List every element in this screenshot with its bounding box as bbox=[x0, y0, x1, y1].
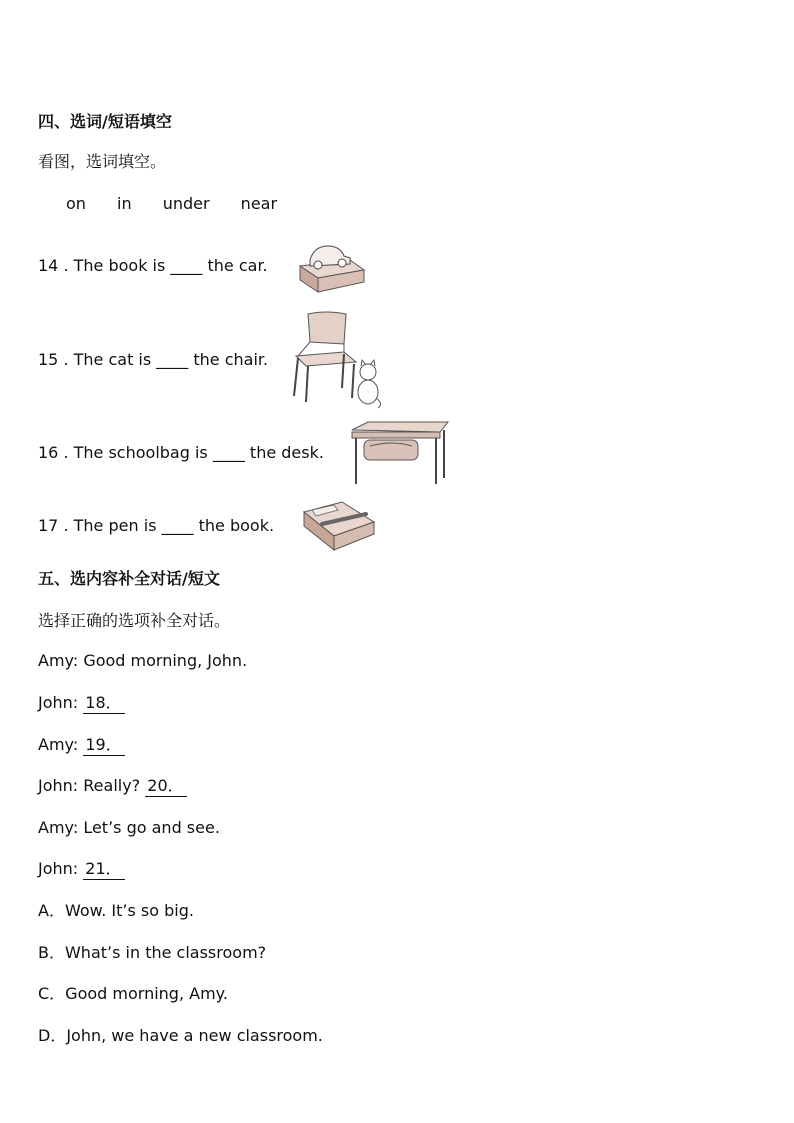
speaker: Amy: bbox=[38, 735, 79, 754]
section-5-heading: 五、选内容补全对话/短文 bbox=[38, 569, 220, 588]
section-4-instruction: 看图，选词填空。 bbox=[38, 152, 167, 171]
question-15: 15 . The cat is ____ the chair. bbox=[38, 350, 269, 369]
answer-blank[interactable]: 19． bbox=[83, 735, 125, 756]
dialogue-line bbox=[38, 651, 247, 671]
speaker: John: bbox=[38, 776, 79, 795]
question-14: 14 . The book is ____ the car. bbox=[38, 256, 268, 275]
word-bank-item: on bbox=[66, 194, 86, 213]
speaker: Amy: bbox=[38, 818, 79, 837]
speaker: Amy: bbox=[38, 651, 79, 670]
question-16: 16 . The schoolbag is ____ the desk. bbox=[38, 443, 324, 462]
speaker: John: bbox=[38, 859, 79, 878]
word-bank-item: in bbox=[117, 194, 132, 213]
word-bank-item: near bbox=[240, 194, 278, 213]
car-on-book-illustration bbox=[288, 236, 368, 296]
dialogue-text: Good morning, John. bbox=[83, 651, 248, 670]
dialogue-line bbox=[38, 776, 187, 797]
speaker: John: bbox=[38, 693, 79, 712]
section-4-heading: 四、选词/短语填空 bbox=[38, 112, 172, 131]
option-a: A．Wow. It’s so big. bbox=[38, 901, 194, 920]
section-5-instruction: 选择正确的选项补全对话。 bbox=[38, 611, 231, 630]
cat-near-chair-illustration bbox=[286, 308, 386, 410]
option-b: B．What’s in the classroom? bbox=[38, 943, 267, 962]
pen-on-book-illustration bbox=[298, 496, 378, 558]
option-d: D．John, we have a new classroom. bbox=[38, 1026, 323, 1045]
answer-blank[interactable]: 20． bbox=[145, 776, 187, 797]
word-bank bbox=[66, 194, 303, 214]
answer-blank[interactable]: 18． bbox=[83, 693, 125, 714]
dialogue-line bbox=[38, 693, 125, 714]
dialogue-line bbox=[38, 735, 125, 756]
answer-blank[interactable]: 21． bbox=[83, 859, 125, 880]
dialogue-line bbox=[38, 859, 125, 880]
schoolbag-in-desk-illustration bbox=[348, 418, 450, 488]
question-17: 17 . The pen is ____ the book. bbox=[38, 516, 275, 535]
option-c: C．Good morning, Amy. bbox=[38, 984, 228, 1003]
dialogue-text: Really? bbox=[83, 776, 141, 795]
dialogue-line bbox=[38, 818, 220, 838]
dialogue-text: Let’s go and see. bbox=[83, 818, 220, 837]
word-bank-item: under bbox=[162, 194, 210, 213]
